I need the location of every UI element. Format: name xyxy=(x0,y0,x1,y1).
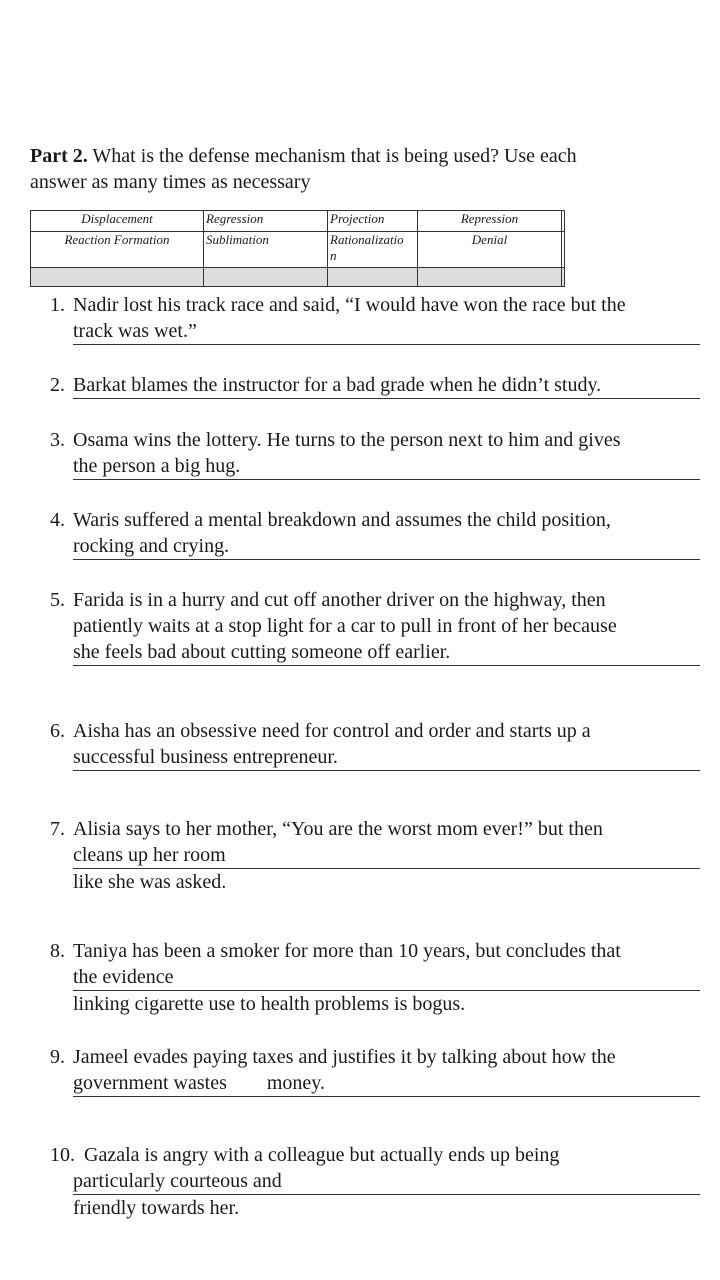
question-2 xyxy=(50,372,700,399)
option-regression: Regression xyxy=(204,211,328,232)
question-9: 9. Jameel evades paying taxes and justifies it by talking about how the government wastes money. xyxy=(50,1044,700,1097)
answer-line[interactable]: track was wet.” xyxy=(73,318,700,345)
table-cell-empty xyxy=(562,232,565,268)
question-number: 8. xyxy=(50,940,65,962)
option-repression: Repression xyxy=(418,211,562,232)
table-cell-empty xyxy=(418,268,562,287)
question-number: 1. xyxy=(50,294,65,316)
instructions-line-2: answer as many times as necessary xyxy=(30,171,311,193)
answer-line[interactable]: the evidence xyxy=(73,964,700,991)
options-row-blank xyxy=(31,268,565,287)
options-table xyxy=(30,210,565,287)
answer-line[interactable]: rocking and crying. xyxy=(73,533,700,560)
part-label: Part 2. xyxy=(30,145,88,167)
answer-line[interactable]: the person a big hug. xyxy=(73,453,700,480)
table-cell-empty xyxy=(562,211,565,232)
question-number: 3. xyxy=(50,429,65,451)
question-number: 7. xyxy=(50,818,65,840)
question-number: 5. xyxy=(50,589,65,611)
option-rationalization: Rationalizatio n xyxy=(328,232,418,268)
question-7: 7. Alisia says to her mother, “You are the worst mom ever!” but then cleans up her room like she was asked. xyxy=(50,816,700,895)
question-10: 10. Gazala is angry with a colleague but actually ends up being particularly courteous and friendly towards her. xyxy=(50,1142,700,1221)
question-number: 6. xyxy=(50,720,65,742)
question-number: 9. xyxy=(50,1046,65,1068)
question-3: 3. Osama wins the lottery. He turns to the person next to him and gives the person a big hug. xyxy=(50,427,700,480)
option-denial: Denial xyxy=(418,232,562,268)
question-5: 5. Farida is in a hurry and cut off another driver on the highway, then patiently waits at a stop light for a car to pull in front of her because she feels bad about cutting someone off earlier. xyxy=(50,587,700,666)
table-cell-empty xyxy=(31,268,204,287)
question-8: 8. Taniya has been a smoker for more than 10 years, but concludes that the evidence linking cigarette use to health problems is bogus. xyxy=(50,938,700,1017)
answer-line[interactable]: successful business entrepreneur. xyxy=(73,744,700,771)
answer-line[interactable]: particularly courteous and xyxy=(73,1168,700,1195)
options-row xyxy=(31,211,565,232)
option-sublimation: Sublimation xyxy=(204,232,328,268)
question-6: 6. Aisha has an obsessive need for control and order and starts up a successful business entrepreneur. xyxy=(50,718,700,771)
question-1: 1. Nadir lost his track race and said, “I would have won the race but the track was wet.” xyxy=(50,292,700,345)
answer-line[interactable]: cleans up her room xyxy=(73,842,700,869)
table-cell-empty xyxy=(204,268,328,287)
table-cell-empty xyxy=(328,268,418,287)
instructions xyxy=(30,143,670,195)
option-reaction-formation: Reaction Formation xyxy=(31,232,204,268)
question-number: 10. xyxy=(50,1144,75,1166)
question-number: 4. xyxy=(50,509,65,531)
question-4: 4. Waris suffered a mental breakdown and assumes the child position, rocking and crying. xyxy=(50,507,700,560)
options-row xyxy=(31,232,565,268)
option-projection: Projection xyxy=(328,211,418,232)
answer-line[interactable]: Barkat blames the instructor for a bad grade when he didn’t study. xyxy=(73,372,700,399)
answer-line[interactable]: government wastes money. xyxy=(73,1070,700,1097)
answer-line[interactable]: she feels bad about cutting someone off earlier. xyxy=(73,639,700,666)
option-displacement: Displacement xyxy=(31,211,204,232)
question-number: 2. xyxy=(50,374,65,396)
instructions-line-1: Part 2. What is the defense mechanism that is being used? Use each xyxy=(30,145,577,167)
table-cell-empty xyxy=(562,268,565,287)
